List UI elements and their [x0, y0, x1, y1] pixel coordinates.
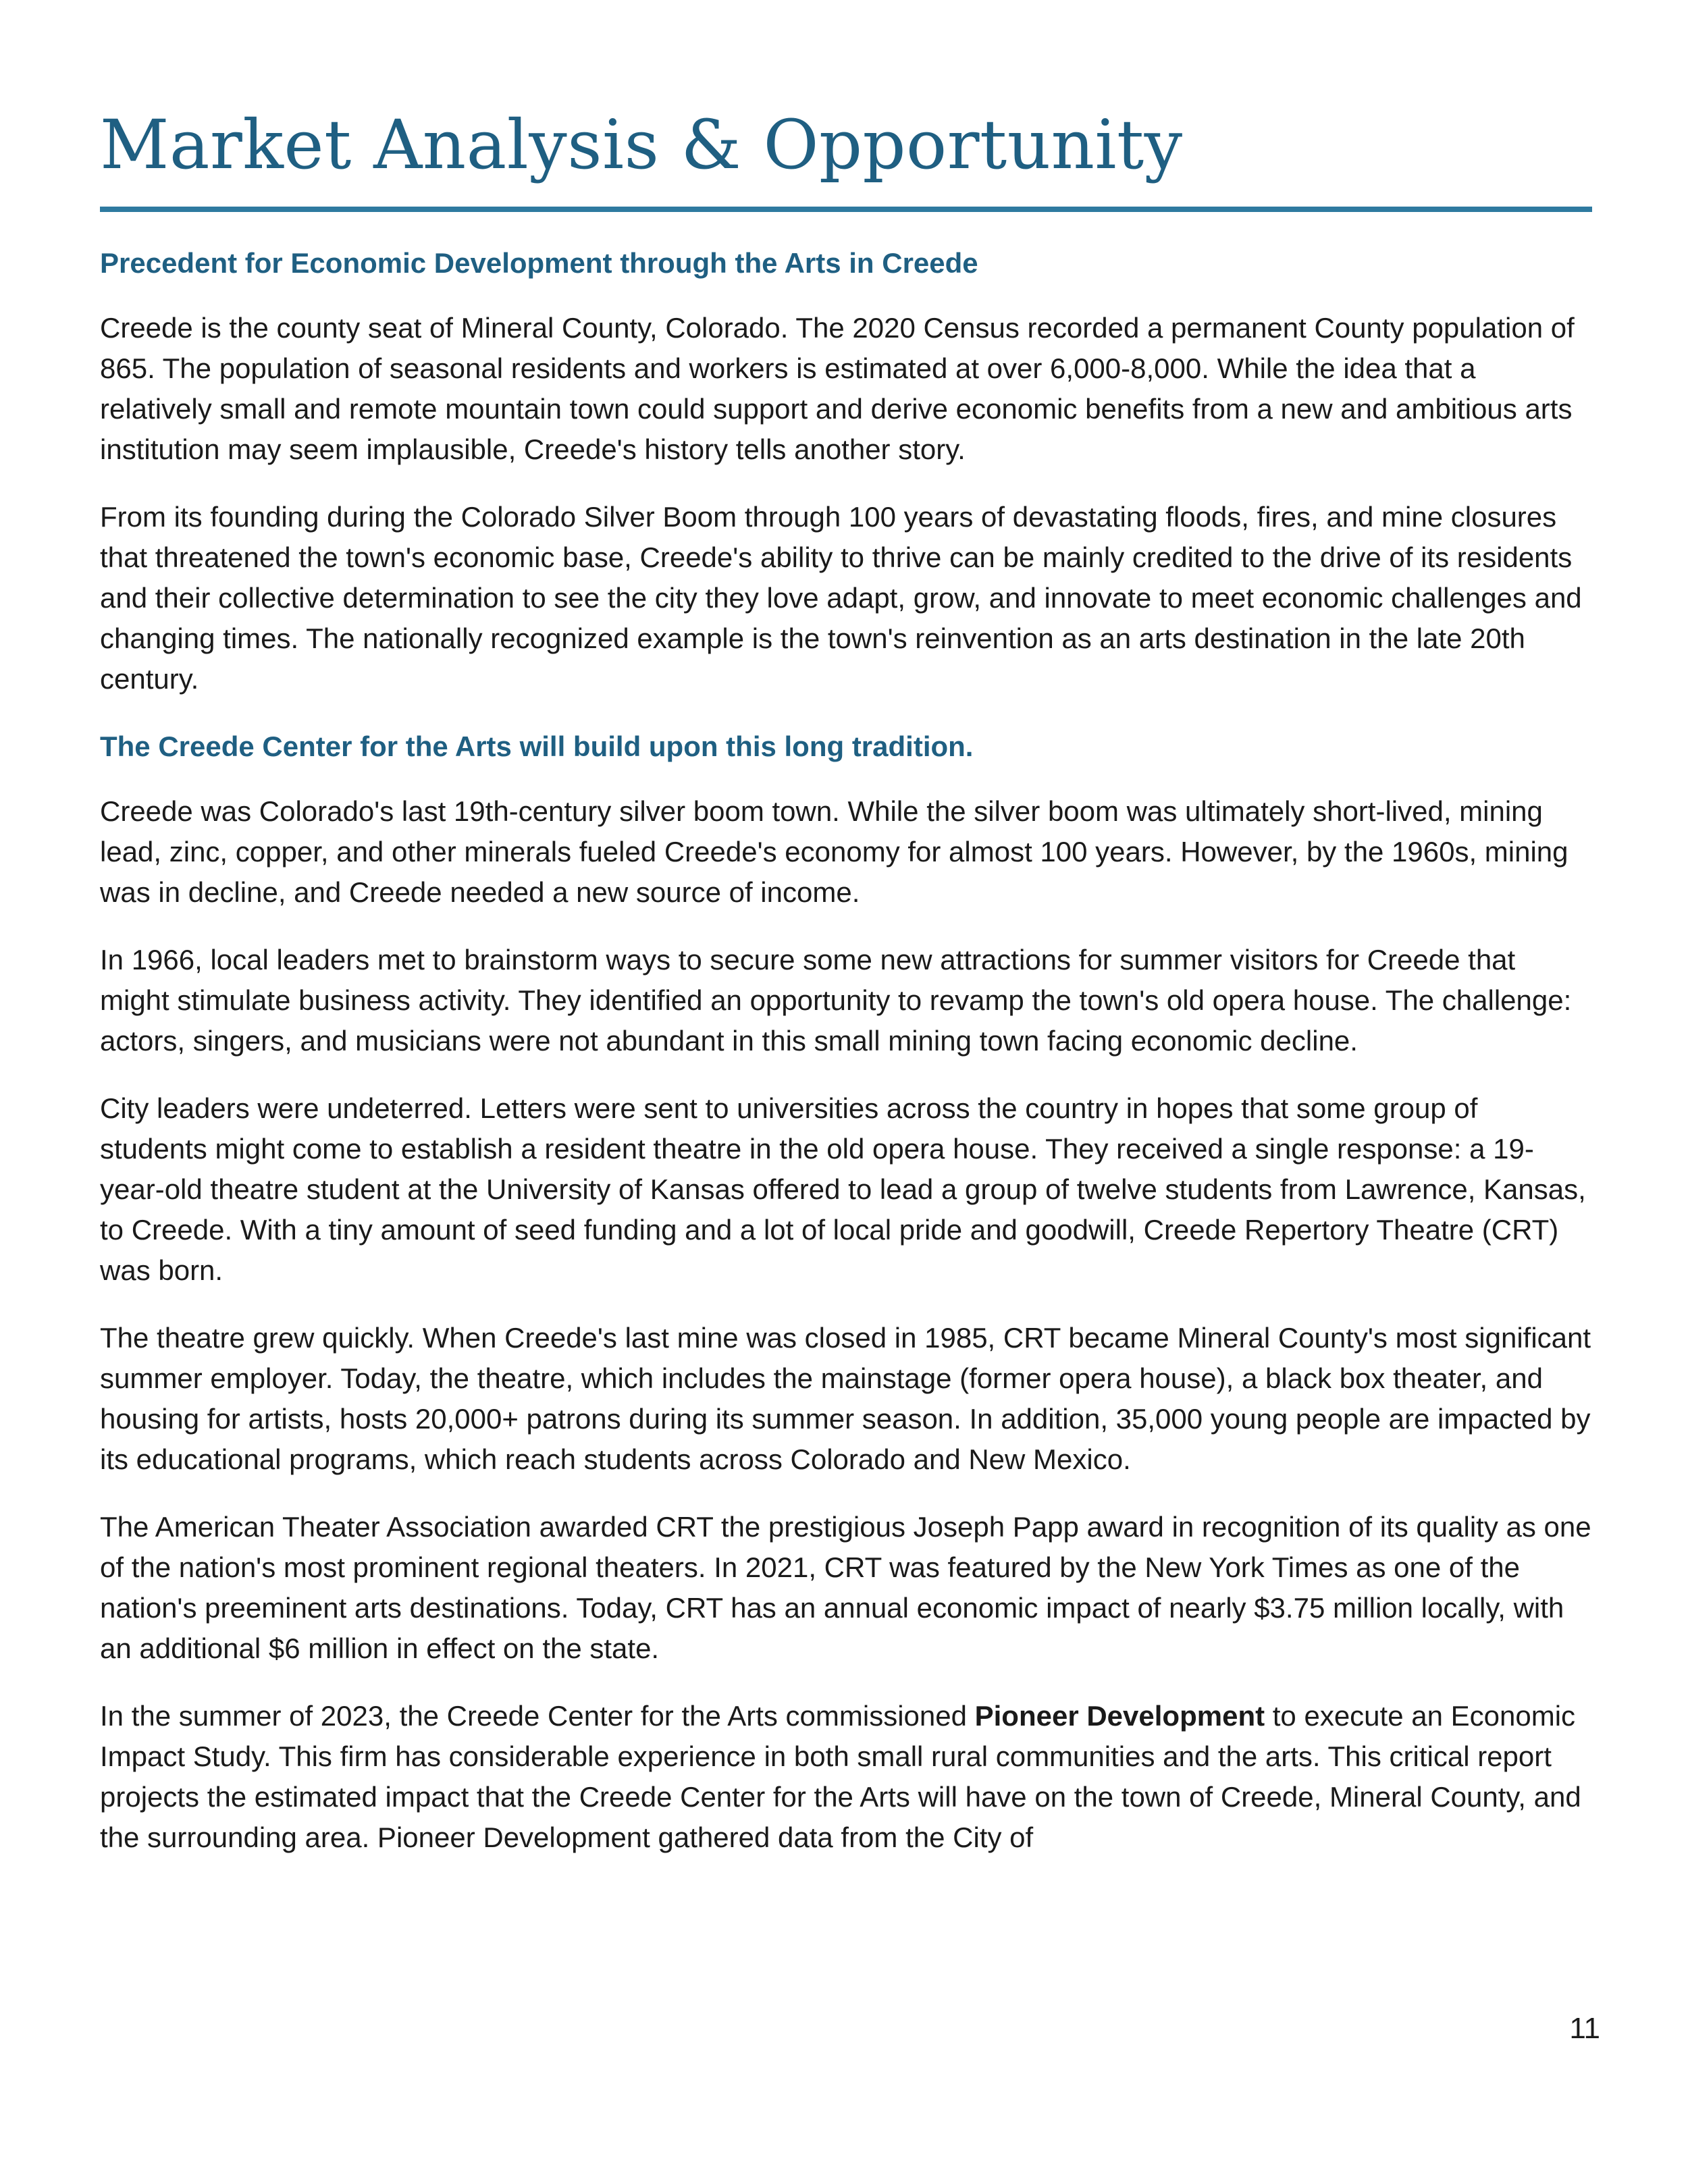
section-heading-precedent: Precedent for Economic Development through the Arts in Creede	[100, 247, 978, 279]
paragraph-4: In 1966, local leaders met to brainstorm ways to secure some new attractions for summer visitors for Creede that might stimulate business activity. They identified an opportunity to revamp the town's old opera house. The challenge: actors, singers, and musicians were not abundant in this small mining town facing economic decline.	[100, 944, 1572, 1057]
paragraph-7: The American Theater Association awarded CRT the prestigious Joseph Papp award in recognition of its quality as one of the nation's most prominent regional theaters. In 2021, CRT was featured by the New York Times as one of the nation's preeminent arts destinations. Today, CRT has an annual economic impact of nearly $3.75 million locally, with an additional $6 million in effect on the state.	[100, 1511, 1591, 1664]
page-title: Market Analysis & Opportunity	[100, 105, 1183, 184]
paragraph-8-lead: In the summer of 2023, the Creede Center for the Arts commissioned	[100, 1700, 975, 1732]
page-number: 11	[1569, 2012, 1600, 2045]
paragraph-6: The theatre grew quickly. When Creede's last mine was closed in 1985, CRT became Mineral County's most significant summer employer. Today, the theatre, which includes the mainstage (former opera house), a black box theater, and housing for artists, hosts 20,000+ patrons during its summer season. In addition, 35,000 young people are impacted by its educational programs, which reach students across Colorado and New Mexico.	[100, 1322, 1591, 1475]
paragraph-1: Creede is the county seat of Mineral County, Colorado. The 2020 Census recorded a permanent County population of 865. The population of seasonal residents and workers is estimated at over 6,000-8,000. While the idea that a relatively small and remote mountain town could support and derive economic benefits from a new and ambitious arts institution may seem implausible, Creede's history tells another story.	[100, 312, 1575, 465]
paragraph-2: From its founding during the Colorado Silver Boom through 100 years of devastating floods, fires, and mine closures that threatened the town's economic base, Creede's ability to thrive can be mainly credited to the drive of its residents and their collective determination to see the city they love adapt, grow, and innovate to meet economic challenges and changing times. The nationally recognized example is the town's reinvention as an arts destination in the late 20th century.	[100, 501, 1582, 695]
body-content	[100, 243, 1592, 1885]
pioneer-development-name: Pioneer Development	[974, 1700, 1265, 1732]
paragraph-8-rest: to execute an Economic Impact Study. This firm has considerable experience in both small rural communities and the arts. This critical report projects the estimated impact that the Creede Center for the Arts will have on the town of Creede, Mineral County, and the surrounding area. Pioneer Development gathered data from the City of	[100, 1700, 1581, 1853]
title-divider	[100, 207, 1592, 212]
paragraph-3: Creede was Colorado's last 19th-century silver boom town. While the silver boom was ultimately short-lived, mining lead, zinc, copper, and other minerals fueled Creede's economy for almost 100 years. However, by the 1960s, mining was in decline, and Creede needed a new source of income.	[100, 795, 1568, 908]
section-heading-tradition: The Creede Center for the Arts will build upon this long tradition.	[100, 730, 974, 762]
paragraph-8	[100, 1696, 1592, 1858]
paragraph-5: City leaders were undeterred. Letters were sent to universities across the country in hopes that some group of students might come to establish a resident theatre in the old opera house. They received a single response: a 19-year-old theatre student at the University of Kansas offered to lead a group of twelve students from Lawrence, Kansas, to Creede. With a tiny amount of seed funding and a lot of local pride and goodwill, Creede Repertory Theatre (CRT) was born.	[100, 1092, 1586, 1286]
